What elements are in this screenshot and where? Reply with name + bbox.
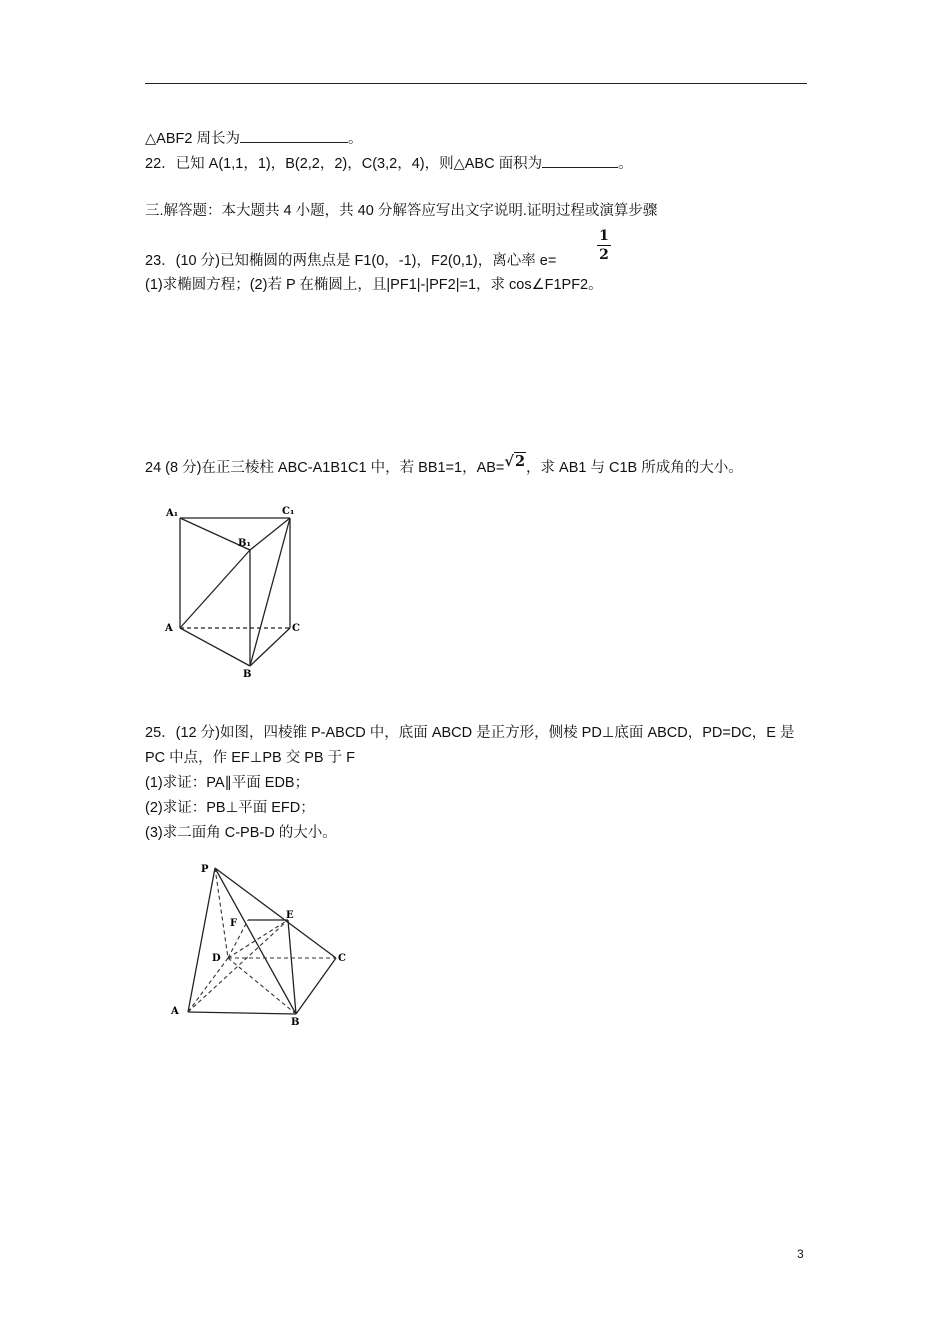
q25-part3: (3)求二面角 C-PB-D 的大小。 [145,825,337,841]
pyramid-figure [160,850,370,1030]
page-number: 3 [797,1247,804,1261]
q22-text: 22．已知 A(1,1，1)，B(2,2，2)，C(3,2，4)，则△ABC 面积为 [145,156,543,172]
label-A: A [171,1006,179,1017]
q22-answer-blank[interactable] [542,152,618,168]
edge-BC [250,628,290,666]
q24-text-after: ，求 AB1 与 C1B 所成角的大小。 [526,460,743,476]
q23-line1: 23．(10 分)已知椭圆的两焦点是 F1(0，-1)，F2(0,1)，离心率 e= [145,253,557,269]
label-A1: A₁ [166,508,179,519]
label-C1: C₁ [282,506,295,517]
label-B: B [291,1017,300,1028]
q25-line2: PC 中点，作 EF⊥PB 交 PB 于 F [145,750,356,766]
q25-line1: 25．(12 分)如图，四棱锥 P-ABCD 中，底面 ABCD 是正方形，侧棱 PD⊥底面 ABCD，PD=DC，E 是 [145,725,795,741]
q25-part1: (1)求证：PA∥平面 EDB； [145,775,310,791]
q21-tail-text: △ABF2 周长为 [145,131,240,147]
label-C: C [292,623,300,634]
q21-tail-end: 。 [347,131,363,147]
edge-AB [188,1012,296,1014]
q24-sqrt-radicand: 2 [514,453,526,470]
edge-PB [215,868,296,1014]
segment-C1B [250,518,290,666]
q21-tail [145,127,362,149]
q22-end: 。 [618,156,633,172]
segment-EB [288,920,296,1014]
q21-answer-blank[interactable] [240,127,348,143]
header-rule [145,83,807,84]
label-D: D [212,953,221,964]
segment-AB1 [180,550,250,628]
label-E: E [286,910,294,921]
q23-frac-bar [597,245,611,246]
hidden-edge-PD [215,868,228,958]
label-C: C [338,953,346,964]
q24 [145,453,743,478]
edge-BC [296,958,336,1014]
edge-PC [215,868,336,958]
prism-figure [160,500,320,685]
label-A: A [165,623,173,634]
q24-sqrt: √2 [504,453,526,470]
section3-heading: 三.解答题：本大题共 4 小题，共 40 分解答应写出文字说明.证明过程或演算步骤 [145,203,658,219]
edge-B1C1 [250,518,290,550]
label-F: F [230,918,238,929]
q23-line2: (1)求椭圆方程；(2)若 P 在椭圆上，且|PF1|-|PF2|=1，求 cos∠F1PF2。 [145,277,603,293]
hidden-segment-DB [228,958,296,1014]
label-P: P [201,864,209,875]
edge-AB [180,628,250,666]
q23-frac-numerator: 1 [599,228,609,244]
q22 [145,152,633,174]
label-B: B [243,669,252,680]
q24-text-before: 24 (8 分)在正三棱柱 ABC-A1B1C1 中，若 BB1=1，AB= [145,460,505,476]
hidden-edge-DA [188,958,228,1012]
label-B1: B₁ [238,538,251,549]
q25-part2: (2)求证：PB⊥平面 EFD； [145,800,315,816]
q23-eccentricity-fraction [597,228,611,263]
q23-frac-denominator: 2 [599,247,609,263]
